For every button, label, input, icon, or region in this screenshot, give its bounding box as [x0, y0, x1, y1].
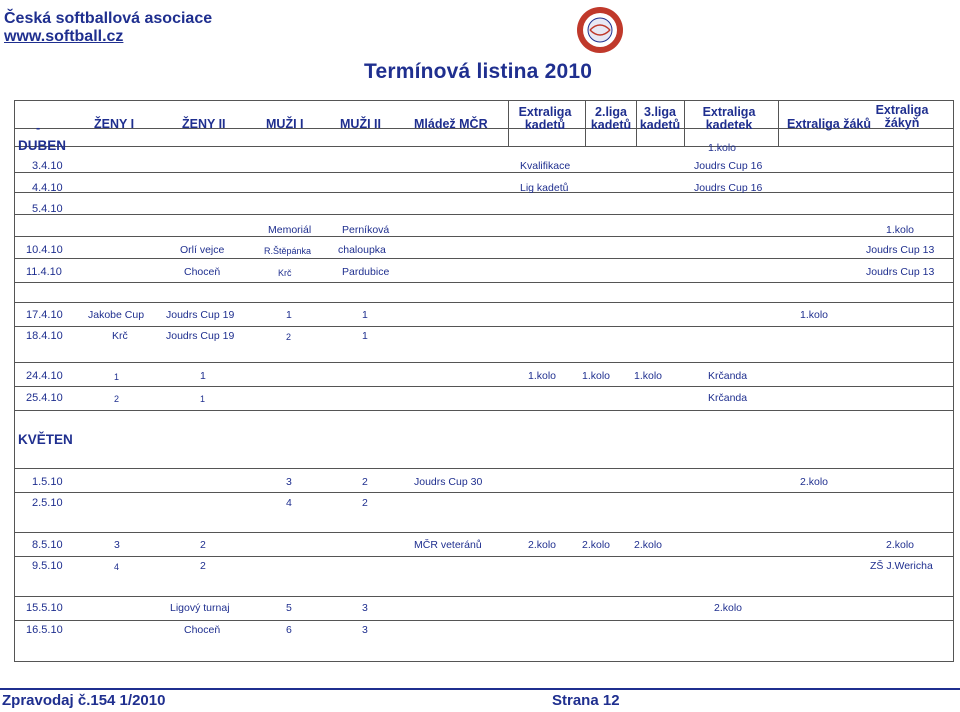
column-divider — [636, 100, 637, 146]
column-divider — [508, 100, 509, 146]
cell: 3 — [362, 624, 368, 636]
schedule-table — [14, 100, 954, 662]
row-date: 16.5.10 — [26, 624, 63, 636]
cell: Joudrs Cup 13 — [866, 266, 935, 278]
row-divider — [14, 282, 954, 283]
row-date: 25.4.10 — [26, 392, 63, 404]
cell: Memoriál — [268, 224, 312, 236]
column-divider — [778, 100, 779, 146]
cell: Krčanda — [708, 370, 748, 382]
footer-divider — [0, 688, 960, 690]
cell: 1 — [200, 370, 206, 382]
cell: 2.kolo — [800, 476, 829, 488]
cell: 4 — [286, 497, 292, 509]
cell: Joudrs Cup 16 — [694, 160, 763, 172]
cell: Krčanda — [708, 392, 748, 404]
cell: Jakobe Cup — [88, 309, 145, 321]
row-divider — [14, 258, 954, 259]
cell: 2 — [362, 497, 368, 509]
row-divider — [14, 556, 954, 557]
cell: Choceň — [184, 624, 221, 636]
cell: Krč — [278, 268, 292, 278]
row-date: 2.5.10 — [32, 497, 63, 509]
cell: 2 — [200, 560, 206, 572]
row-date: 1.5.10 — [32, 476, 63, 488]
row-date: 18.4.10 — [26, 330, 63, 342]
column-header-2liga: 2.liga kadetů — [590, 105, 632, 132]
cell: 1.kolo — [582, 370, 611, 382]
footer-page-number: Strana 12 — [552, 692, 620, 709]
cell: 5 — [286, 602, 292, 614]
cell: 1.kolo — [708, 142, 737, 154]
cell: Joudrs Cup 30 — [414, 476, 483, 488]
row-divider — [14, 532, 954, 533]
row-divider — [14, 192, 954, 193]
cell: 1 — [114, 372, 120, 382]
row-divider — [14, 326, 954, 327]
row-date: 9.5.10 — [32, 560, 63, 572]
org-url-link[interactable]: www.softball.cz — [4, 28, 124, 45]
cell: 2.kolo — [886, 539, 915, 551]
cell: Ligový turnaj — [170, 602, 230, 614]
cell: MČR veteránů — [414, 539, 482, 551]
column-header-extraliga-zaku: Extraliga žáků — [786, 117, 872, 131]
cell: 2 — [114, 394, 120, 404]
cell: Joudrs Cup 16 — [694, 182, 763, 194]
page-title: Termínová listina 2010 — [364, 60, 593, 83]
row-divider — [14, 236, 954, 237]
column-divider — [585, 100, 586, 146]
row-divider — [14, 620, 954, 621]
cell: Kvalifikace — [520, 160, 571, 172]
cell: Orlí vejce — [180, 244, 225, 256]
cell: 3 — [114, 539, 120, 551]
cell: Perníková — [342, 224, 390, 236]
softball-logo-icon — [576, 6, 624, 54]
column-header-muzi2: MUŽI II — [340, 117, 381, 131]
column-header-zeny2: ŽENY II — [182, 117, 226, 131]
cell: 2 — [362, 476, 368, 488]
row-divider — [14, 172, 954, 173]
cell: 1.kolo — [886, 224, 915, 236]
row-divider — [14, 596, 954, 597]
row-divider — [14, 214, 954, 215]
row-divider — [14, 302, 954, 303]
cell: ZŠ J.Wericha — [870, 560, 933, 572]
row-divider — [14, 468, 954, 469]
column-header-extraliga-kadetu: Extraliga kadetů — [518, 105, 572, 132]
cell: 1.kolo — [800, 309, 829, 321]
row-date: 8.5.10 — [32, 539, 63, 551]
cell: 1 — [200, 394, 206, 404]
cell: 1 — [286, 309, 292, 321]
cell: R.Štěpánka — [264, 246, 312, 256]
row-divider — [14, 362, 954, 363]
cell: 3 — [286, 476, 292, 488]
row-divider — [14, 386, 954, 387]
cell: 1 — [362, 330, 368, 342]
header-divider — [14, 146, 954, 147]
footer-newsletter: Zpravodaj č.154 1/2010 — [2, 692, 166, 709]
cell: 4 — [114, 562, 120, 572]
section-label: KVĚTEN — [18, 432, 73, 447]
column-header-extraliga-kadetek: Extraliga kadetek — [702, 105, 756, 132]
row-divider — [14, 492, 954, 493]
column-header-dash: - — [36, 121, 41, 135]
row-date: 11.4.10 — [26, 266, 62, 278]
row-divider — [14, 410, 954, 411]
column-header-zeny1: ŽENY I — [94, 117, 135, 131]
cell: Pardubice — [342, 266, 390, 278]
cell: 2 — [200, 539, 206, 551]
cell: Choceň — [184, 266, 221, 278]
cell: 1.kolo — [528, 370, 557, 382]
cell: 6 — [286, 624, 292, 636]
cell: 2 — [286, 332, 292, 342]
section-label: DUBEN — [18, 138, 67, 153]
row-date: 3.4.10 — [32, 160, 63, 172]
column-header-3liga: 3.liga kadetů — [639, 105, 681, 132]
row-date: 5.4.10 — [32, 203, 63, 215]
cell: Krč — [112, 330, 128, 342]
cell: chaloupka — [338, 244, 386, 256]
cell: Joudrs Cup 19 — [166, 309, 235, 321]
org-name: Česká softballová asociace — [4, 10, 213, 27]
column-header-mladez: Mládež MČR — [414, 117, 488, 131]
cell: 1 — [362, 309, 368, 321]
cell: 2.kolo — [634, 539, 663, 551]
row-date: 17.4.10 — [26, 309, 63, 321]
row-date: 15.5.10 — [26, 602, 63, 614]
cell: 3 — [362, 602, 368, 614]
cell: 2.kolo — [714, 602, 743, 614]
cell: Joudrs Cup 13 — [866, 244, 935, 256]
cell: 2.kolo — [582, 539, 611, 551]
cell: 1.kolo — [634, 370, 663, 382]
cell: Joudrs Cup 19 — [166, 330, 235, 342]
org-header — [4, 10, 212, 46]
row-date: 4.4.10 — [32, 182, 63, 194]
column-header-muzi1: MUŽI I — [266, 117, 304, 131]
row-date: 24.4.10 — [26, 370, 63, 382]
row-date: 10.4.10 — [26, 244, 63, 256]
column-header-extraliga-zakyn: Extraliga žákyň — [875, 103, 929, 130]
cell: 2.kolo — [528, 539, 557, 551]
column-divider — [684, 100, 685, 146]
cell: Lig kadetů — [520, 182, 569, 194]
